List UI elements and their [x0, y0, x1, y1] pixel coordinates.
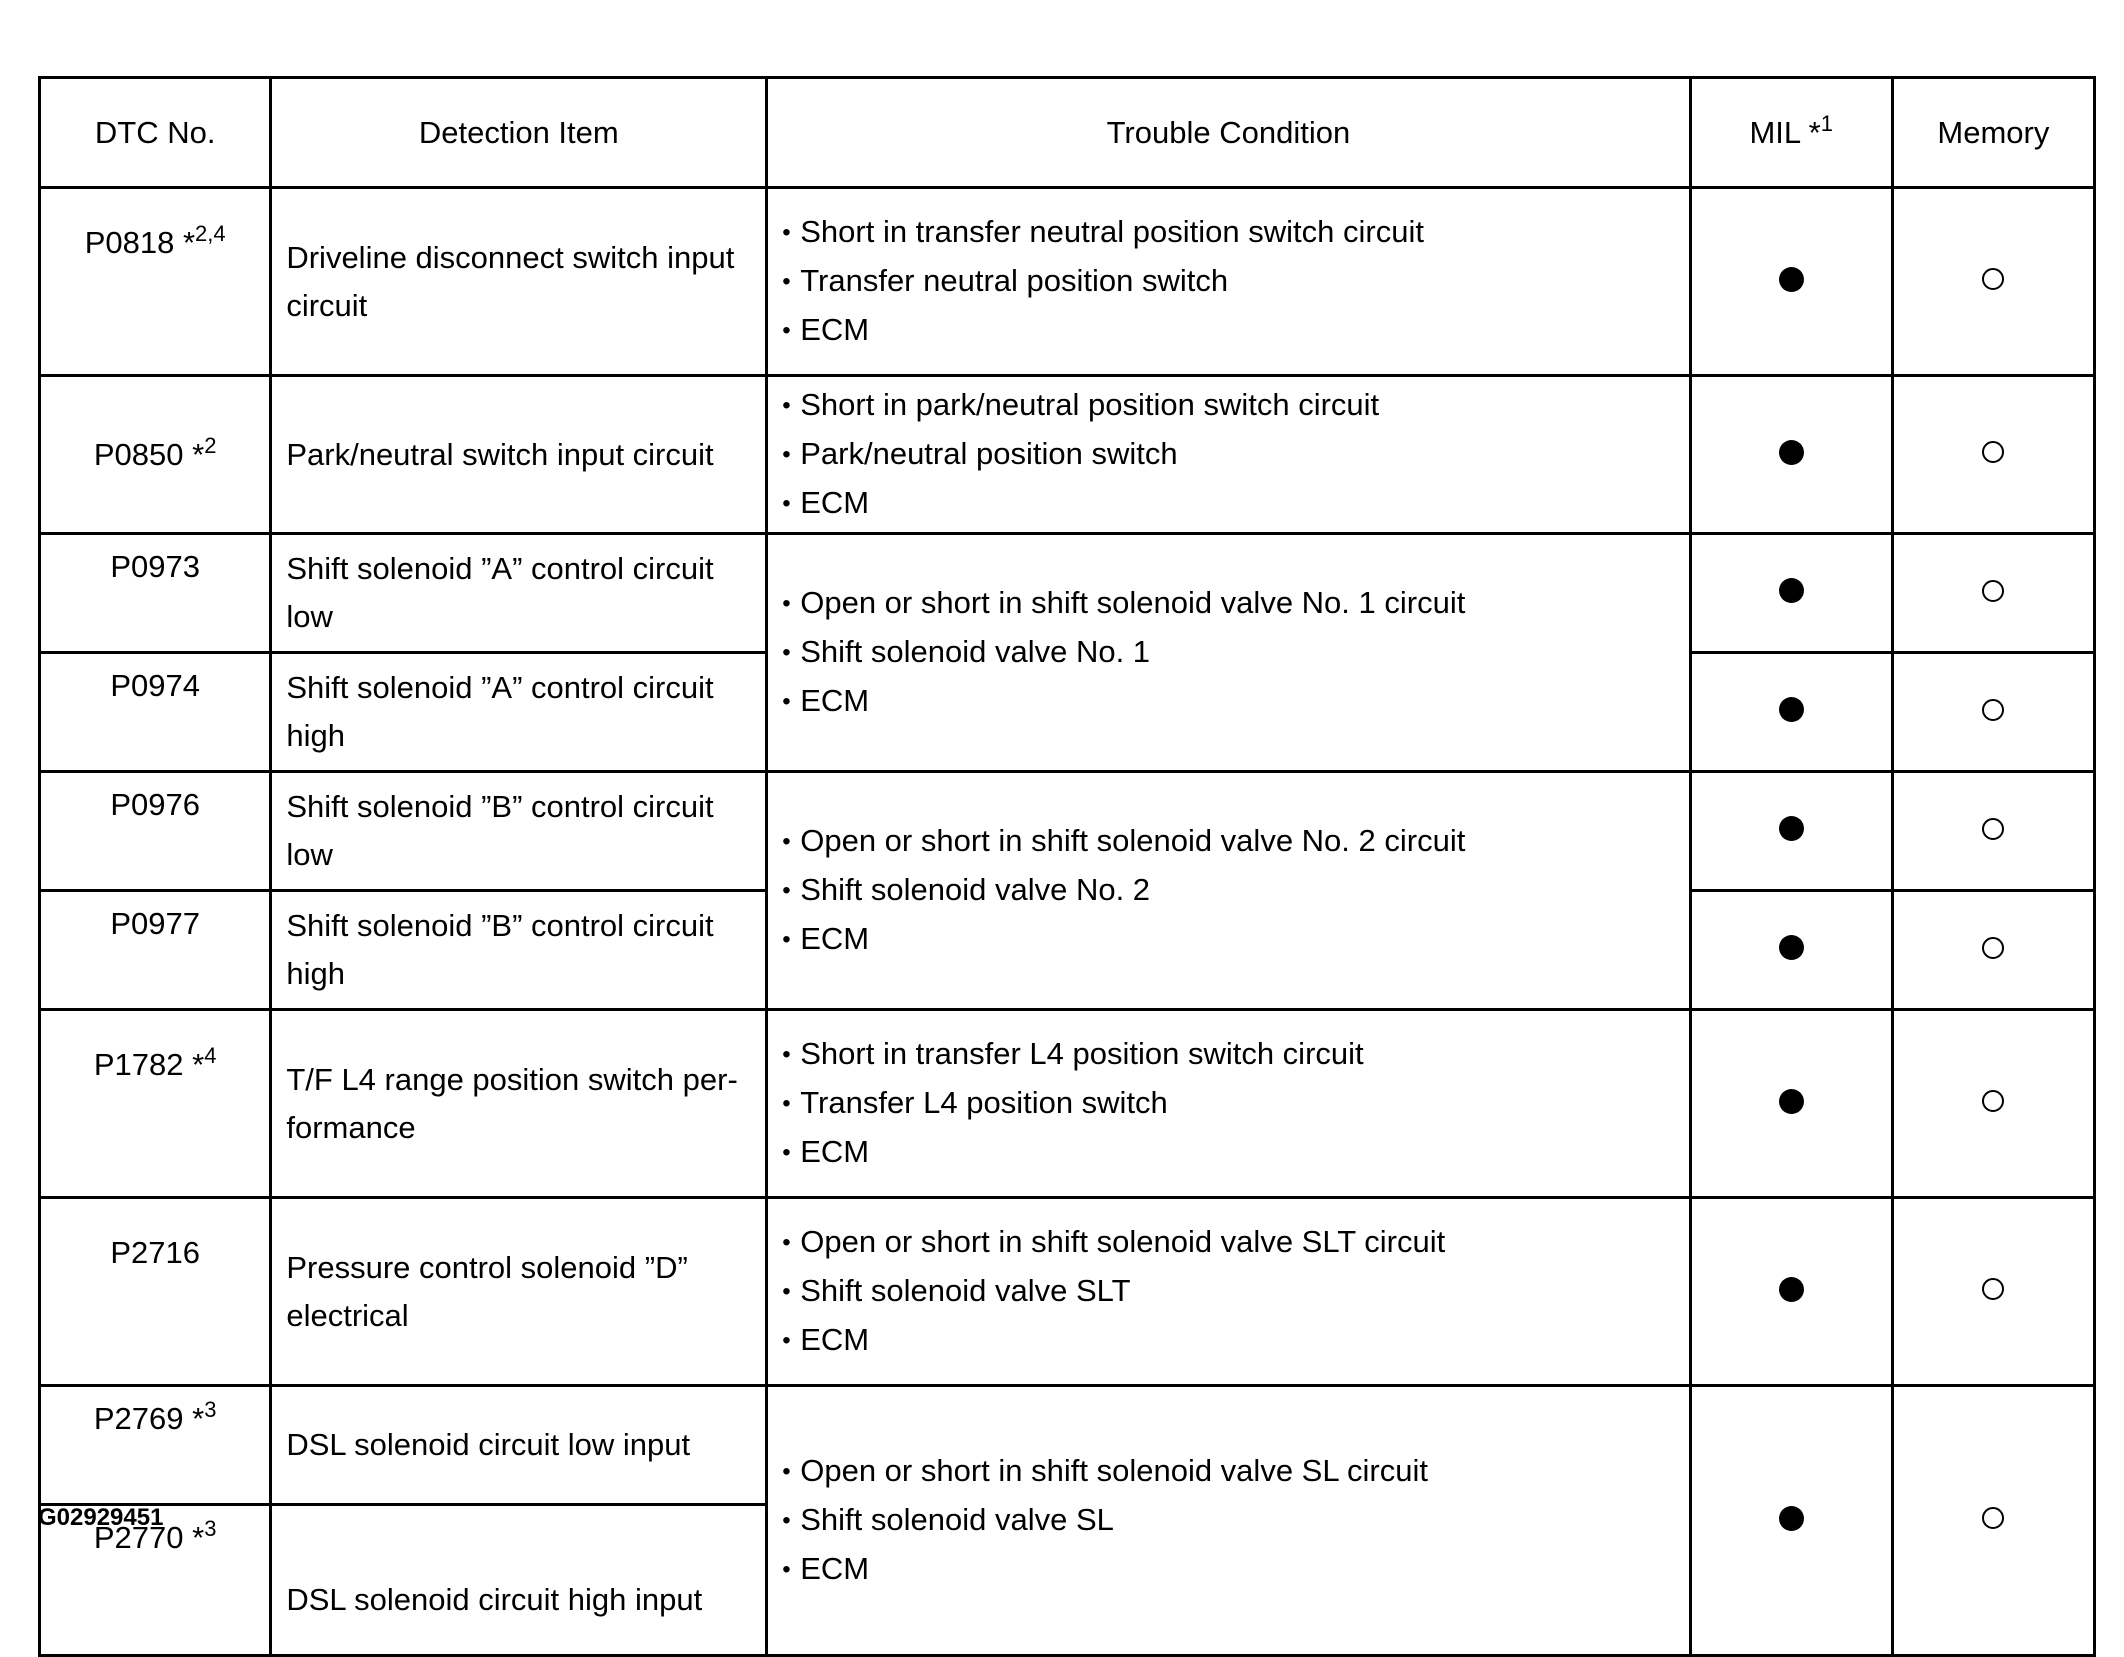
- dtc-footnote: 2: [204, 432, 217, 458]
- header-row: [40, 78, 2095, 188]
- table-row: [40, 1198, 2095, 1386]
- condition-line: • Shift solenoid valve No. 2: [782, 866, 1688, 915]
- filled-circle-icon: [1779, 935, 1804, 960]
- condition-line: • Open or short in shift solenoid valve SLT circuit: [782, 1218, 1688, 1267]
- mil-cell: [1690, 188, 1892, 376]
- open-circle-icon: [1982, 818, 2004, 840]
- mil-cell: [1690, 534, 1892, 653]
- dtc-footnote: 2,4: [195, 221, 226, 246]
- dtc-footnote: 4: [204, 1043, 217, 1068]
- dtc-footnote: 3: [204, 1397, 217, 1422]
- condition-line: • Transfer neutral position switch: [782, 257, 1688, 306]
- condition-line: • ECM: [782, 1545, 1688, 1594]
- memory-cell: [1892, 1386, 2094, 1656]
- dtc-code-cell: [40, 891, 271, 1010]
- table-row: [40, 376, 2095, 534]
- condition-line: • Short in transfer neutral position switch circuit: [782, 208, 1688, 257]
- detection-item: Shift solenoid ”B” control circuit high: [271, 891, 767, 1010]
- open-circle-icon: [1982, 1090, 2004, 1112]
- memory-cell: [1892, 376, 2094, 534]
- dtc-code-cell: [40, 653, 271, 772]
- dtc-code-cell: [40, 376, 271, 534]
- open-circle-icon: [1982, 580, 2004, 602]
- dtc-code: P0973: [110, 549, 200, 584]
- condition-line: • Shift solenoid valve SLT: [782, 1267, 1688, 1316]
- condition-line: • ECM: [782, 1316, 1688, 1365]
- dtc-code-cell: [40, 1386, 271, 1505]
- detection-item: DSL solenoid circuit low input: [271, 1386, 767, 1505]
- detection-item: Park/neutral switch input circuit: [271, 376, 767, 534]
- condition-line: • Transfer L4 position switch: [782, 1079, 1688, 1128]
- trouble-condition: [767, 534, 1690, 772]
- mil-cell: [1690, 1386, 1892, 1656]
- memory-cell: [1892, 772, 2094, 891]
- trouble-condition: [767, 1010, 1690, 1198]
- header-memory: Memory: [1892, 78, 2094, 188]
- filled-circle-icon: [1779, 697, 1804, 722]
- filled-circle-icon: [1779, 440, 1804, 465]
- trouble-condition: [767, 1386, 1690, 1656]
- condition-line: • Open or short in shift solenoid valve No. 1 circuit: [782, 579, 1688, 628]
- table-row: [40, 772, 2095, 891]
- mil-cell: [1690, 653, 1892, 772]
- dtc-code: P2770 *: [93, 1520, 205, 1555]
- table-row: [40, 188, 2095, 376]
- header-trouble-condition: Trouble Condition: [767, 78, 1690, 188]
- condition-line: • ECM: [782, 915, 1688, 964]
- dtc-code-cell: [40, 1010, 271, 1198]
- detection-item: Pressure control solenoid ”D” electrical: [271, 1198, 767, 1386]
- open-circle-icon: [1982, 268, 2004, 290]
- mil-cell: [1690, 376, 1892, 534]
- condition-line: • ECM: [782, 306, 1688, 355]
- header-dtc-no: DTC No.: [40, 78, 271, 188]
- filled-circle-icon: [1779, 267, 1804, 292]
- dtc-table: [38, 76, 2096, 1657]
- dtc-code: P0850 *: [93, 436, 205, 472]
- memory-cell: [1892, 534, 2094, 653]
- dtc-code-cell: [40, 1198, 271, 1386]
- dtc-code: P0977: [110, 906, 200, 941]
- table-row: [40, 534, 2095, 653]
- condition-line: • Short in park/neutral position switch circuit: [782, 381, 1688, 430]
- condition-line: • Open or short in shift solenoid valve SL circuit: [782, 1447, 1688, 1496]
- condition-line: • Shift solenoid valve SL: [782, 1496, 1688, 1545]
- detection-item: DSL solenoid circuit high input: [271, 1505, 767, 1656]
- memory-cell: [1892, 653, 2094, 772]
- detection-item: Shift solenoid ”A” control circuit low: [271, 534, 767, 653]
- open-circle-icon: [1982, 1507, 2004, 1529]
- trouble-condition: [767, 376, 1690, 534]
- mil-cell: [1690, 1198, 1892, 1386]
- condition-line: • ECM: [782, 677, 1688, 726]
- header-detection-item: Detection Item: [271, 78, 767, 188]
- dtc-code: P0818 *: [84, 225, 196, 260]
- dtc-code: P2716: [110, 1235, 200, 1270]
- condition-line: • Shift solenoid valve No. 1: [782, 628, 1688, 677]
- dtc-code: P2769 *: [93, 1401, 205, 1436]
- open-circle-icon: [1982, 1278, 2004, 1300]
- dtc-footnote: 3: [204, 1516, 217, 1541]
- mil-cell: [1690, 891, 1892, 1010]
- filled-circle-icon: [1779, 1277, 1804, 1302]
- header-mil-footnote: 1: [1820, 110, 1833, 136]
- condition-line: • ECM: [782, 1128, 1688, 1177]
- filled-circle-icon: [1779, 578, 1804, 603]
- filled-circle-icon: [1779, 1506, 1804, 1531]
- dtc-code-cell: [40, 772, 271, 891]
- header-mil-label: MIL *: [1749, 114, 1821, 150]
- dtc-code-cell: [40, 534, 271, 653]
- mil-cell: [1690, 772, 1892, 891]
- detection-item: Driveline disconnect switch input circuit: [271, 188, 767, 376]
- memory-cell: [1892, 1010, 2094, 1198]
- detection-item: T/F L4 range position switch per-formance: [271, 1010, 767, 1198]
- dtc-code: P1782 *: [93, 1047, 205, 1082]
- mil-cell: [1690, 1010, 1892, 1198]
- open-circle-icon: [1982, 699, 2004, 721]
- header-mil: [1690, 78, 1892, 188]
- open-circle-icon: [1982, 937, 2004, 959]
- detection-item: Shift solenoid ”B” control circuit low: [271, 772, 767, 891]
- memory-cell: [1892, 1198, 2094, 1386]
- dtc-code: P0974: [110, 668, 200, 703]
- detection-item: Shift solenoid ”A” control circuit high: [271, 653, 767, 772]
- dtc-code: P0976: [110, 787, 200, 822]
- memory-cell: [1892, 188, 2094, 376]
- filled-circle-icon: [1779, 1089, 1804, 1114]
- table-row: [40, 1010, 2095, 1198]
- trouble-condition: [767, 772, 1690, 1010]
- figure-id: G02929451: [38, 1504, 164, 1531]
- open-circle-icon: [1982, 441, 2004, 463]
- trouble-condition: [767, 1198, 1690, 1386]
- memory-cell: [1892, 891, 2094, 1010]
- condition-line: • Short in transfer L4 position switch circuit: [782, 1030, 1688, 1079]
- filled-circle-icon: [1779, 816, 1804, 841]
- condition-line: • Park/neutral position switch: [782, 430, 1688, 479]
- condition-line: • ECM: [782, 479, 1688, 528]
- condition-line: • Open or short in shift solenoid valve No. 2 circuit: [782, 817, 1688, 866]
- table-row: [40, 1386, 2095, 1505]
- dtc-code-cell: [40, 188, 271, 376]
- trouble-condition: [767, 188, 1690, 376]
